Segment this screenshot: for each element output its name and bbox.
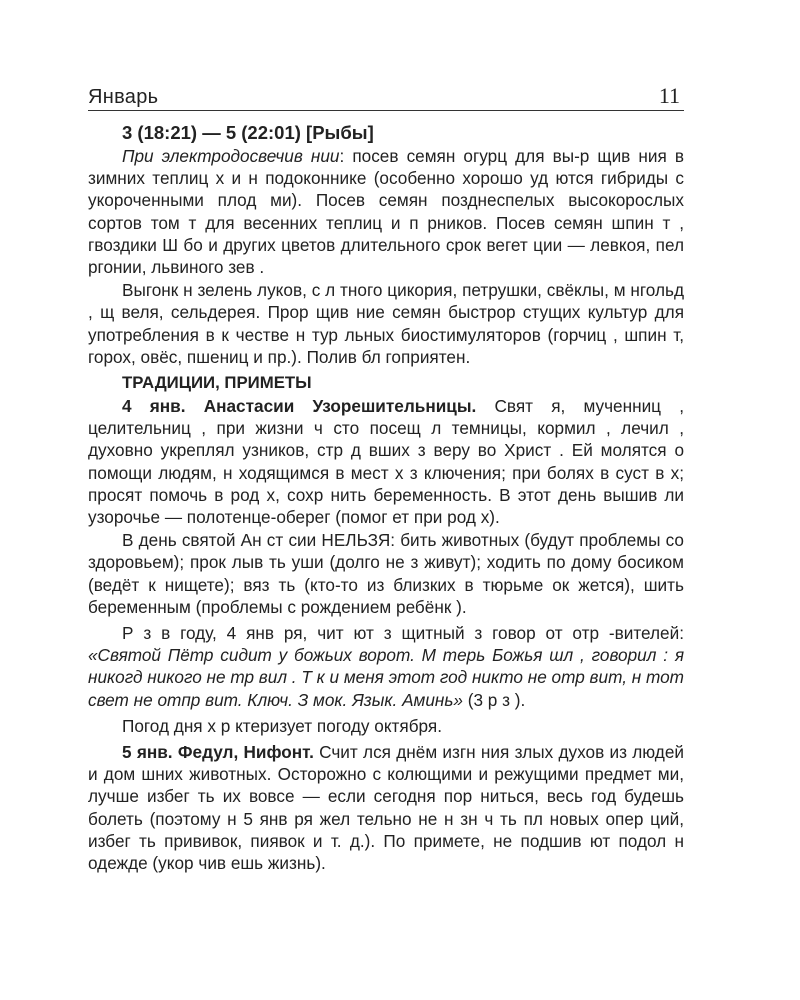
traditions-heading: ТРАДИЦИИ, ПРИМЕТЫ: [122, 373, 312, 393]
running-header: [88, 82, 684, 111]
jan4-p3-start: Р з в году, 4 янв ря, чит ют з щитный з говор от отр -вителей:: [122, 623, 684, 644]
running-title: Январь: [88, 86, 159, 108]
jan4-p1-text: Свят я, мученниц , целительниц , при жизни ч сто посещ л темницы, кормил , лечил , духовно укреплял узников, стр д вших з веру во Христ . Ей молятся о помощи людям, н ходящимся в мест х з ключения; при болях в суст в х; просят помочь в род х, сохр нить беременность. В этот день вышив ли узорочье — полотенце-оберег (помог ет при род х).: [88, 396, 684, 528]
jan5-paragraph-1: [88, 741, 684, 874]
jan4-paragraph-3: [88, 622, 684, 711]
jan4-p3-end: (3 р з ).: [462, 689, 526, 710]
jan4-p3-incantation: «Святой Пётр сидит у божьих ворот. М терь Божья шл , говорил : я никогд никого не тр вил . Т к и меня этот год никто не отр вит, н тот свет не отпр вит. Ключ. З мок. Язык. Аминь»: [88, 645, 684, 710]
moon-period-p1-text: : посев семян огурц для вы-р щив ния в зимних теплиц х и н подоконнике (особенно хорошо уд ются гибриды с укороченными плод ми). Посев семян позднеспелых высокорослых сортов том т для весенних теплиц и п рников. Посев семян шпин т , гвоздики Ш бо и других цветов длительного срок вегет ции — левкоя, пел ргонии, львиного зев .: [88, 146, 685, 278]
jan5-p1-text: Счит лся днём изгн ния злых духов из людей и дом шних животных. Осторожно с колющими и режущими предмет ми, лучше избег ть их вовсе — если сегодня пор ниться, весь год будешь болеть (поэтому н 5 янв ря жел тельно не н зн ч ть пл новых опер ций, избег ть прививок, пиявок и т. д.). По примете, не подшив ют подол н одежде (укор чив ешь жизнь).: [88, 742, 684, 874]
jan4-paragraph-1: [88, 395, 684, 528]
jan4-paragraph-2: В день святой Ан ст сии НЕЛЬЗЯ: бить животных (будут проблемы со здоровьем); прок лыв ть уши (долго не з живут); ходить по дому босиком (ведёт к нищете); вяз ть (кто-то из близких в тюрьме ок жется), шить беременным (проблемы с рождением ребёнк ).: [88, 530, 684, 617]
jan4-title: 4 янв. Анастасии Узорешительницы.: [122, 396, 477, 417]
moon-period-paragraph-2: Выгонк н зелень луков, с л тного цикория, петрушки, свёклы, м нгольд , щ веля, сельдерея. Прор щив ние семян быстрор стущих культур для употребления в к честве н тур льных биостимуляторов (горчиц , шпин т, горох, овёс, пшениц и пр.). Полив бл гоприятен.: [88, 280, 684, 367]
moon-period-italic-term: При электродосвечив нии: [122, 146, 340, 166]
jan4-paragraph-4: Погод дня х р ктеризует погоду октября.: [122, 715, 443, 736]
moon-period-paragraph-1: [88, 145, 684, 278]
book-page: [88, 82, 684, 875]
moon-period-heading: 3 (18:21) — 5 (22:01) [Рыбы]: [122, 122, 374, 143]
jan5-title: 5 янв. Федул, Нифонт.: [122, 742, 314, 763]
page-number: 11: [658, 83, 680, 108]
